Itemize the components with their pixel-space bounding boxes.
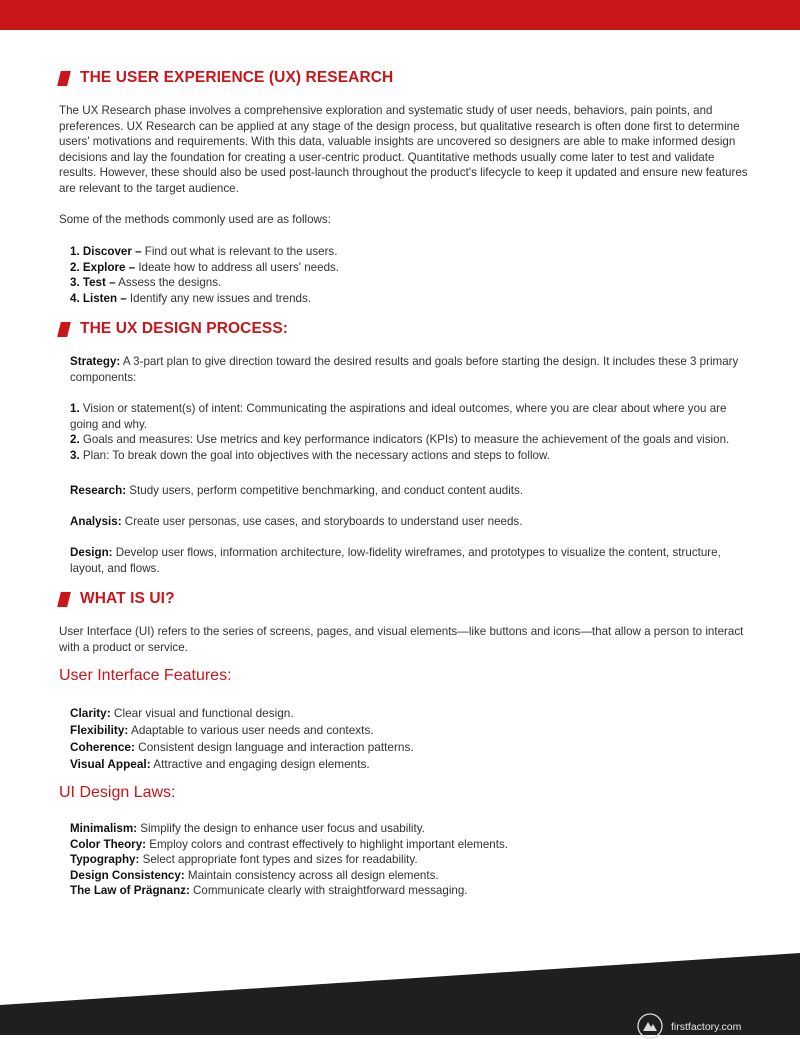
analysis-block: Analysis: Create user personas, use cases, and storyboards to understand user needs. <box>70 515 523 528</box>
list-item: 1. Discover – Find out what is relevant to the users. <box>70 245 338 258</box>
heading-marker-icon <box>57 322 71 337</box>
list-item: 2. Goals and measures: Use metrics and key performance indicators (KPIs) to measure the achievement of the goals and vision. <box>70 433 730 447</box>
ui-features-list <box>70 705 750 773</box>
list-item: Design Consistency: Maintain consistency across all design elements. <box>70 868 439 882</box>
ux-research-paragraph: The UX Research phase involves a comprehensive exploration and systematic study of user needs, behaviors, pain points, and preferences. UX Research can be applied at any stage of the design process, but qualitative research is often done first to determine users' motivations and requirements. With this data, valuable insights are uncovered so designers are able to make informed design decisions and lay the foundation for creating a user-centric product. Quantitative methods usually come later to test and validate results. However, these should also be used post-launch throughout the product's lifecycle to keep it updated and ensure new features are relevant to the target audience. <box>59 104 748 195</box>
strategy-components <box>70 401 750 463</box>
list-item: Typography: Select appropriate font types and sizes for readability. <box>70 853 418 867</box>
ui-features-heading: User Interface Features: <box>59 667 232 684</box>
methods-intro: Some of the methods commonly used are as follows: <box>59 213 331 226</box>
design-block: Design: Develop user flows, information architecture, low-fidelity wireframes, and prototypes to visualize the content, structure, layout, and flows. <box>70 546 721 575</box>
heading-marker-icon <box>57 71 71 86</box>
top-header-band <box>0 0 800 30</box>
heading-marker-icon <box>57 592 71 607</box>
section-title: WHAT IS UI? <box>80 590 175 607</box>
ui-design-laws-list <box>70 821 750 899</box>
list-item: Coherence: Consistent design language and interaction patterns. <box>70 740 414 754</box>
list-item: Flexibility: Adaptable to various user needs and contexts. <box>70 723 374 737</box>
list-item: 3. Test – Assess the designs. <box>70 276 222 290</box>
list-item: Visual Appeal: Attractive and engaging design elements. <box>70 757 370 771</box>
list-item: The Law of Prägnanz: Communicate clearly with straightforward messaging. <box>70 884 468 898</box>
section-heading-ux-design-process <box>59 320 288 338</box>
ui-definition-paragraph: User Interface (UI) refers to the series of screens, pages, and visual elements—like buttons and icons—that allow a person to interact with a product or service. <box>59 625 744 654</box>
list-item: Minimalism: Simplify the design to enhance user focus and usability. <box>70 822 425 835</box>
research-block: Research: Study users, perform competitive benchmarking, and conduct content audits. <box>70 484 524 497</box>
methods-list <box>70 244 339 306</box>
list-item: 1. Vision or statement(s) of intent: Communicating the aspirations and ideal outcomes, where you are clear about where you are going and why. <box>70 402 727 431</box>
mountain-logo-icon <box>637 1013 663 1039</box>
ui-design-laws-heading: UI Design Laws: <box>59 784 176 801</box>
section-title: THE USER EXPERIENCE (UX) RESEARCH <box>80 69 394 86</box>
list-item: 3. Plan: To break down the goal into objectives with the necessary actions and steps to follow. <box>70 448 550 462</box>
list-item: 2. Explore – Ideate how to address all users' needs. <box>70 260 340 274</box>
section-title: THE UX DESIGN PROCESS: <box>80 320 289 337</box>
footer-url: firstfactory.com <box>671 1021 742 1033</box>
section-heading-what-is-ui <box>59 590 175 608</box>
list-item: 4. Listen – Identify any new issues and trends. <box>70 291 312 305</box>
section-heading-ux-research <box>59 69 393 87</box>
list-item: Color Theory: Employ colors and contrast effectively to highlight important elements. <box>70 837 508 851</box>
list-item: Clarity: Clear visual and functional design. <box>70 706 294 720</box>
strategy-block: Strategy: A 3-part plan to give direction toward the desired results and goals before starting the design. It includes these 3 primary components: <box>70 355 739 384</box>
